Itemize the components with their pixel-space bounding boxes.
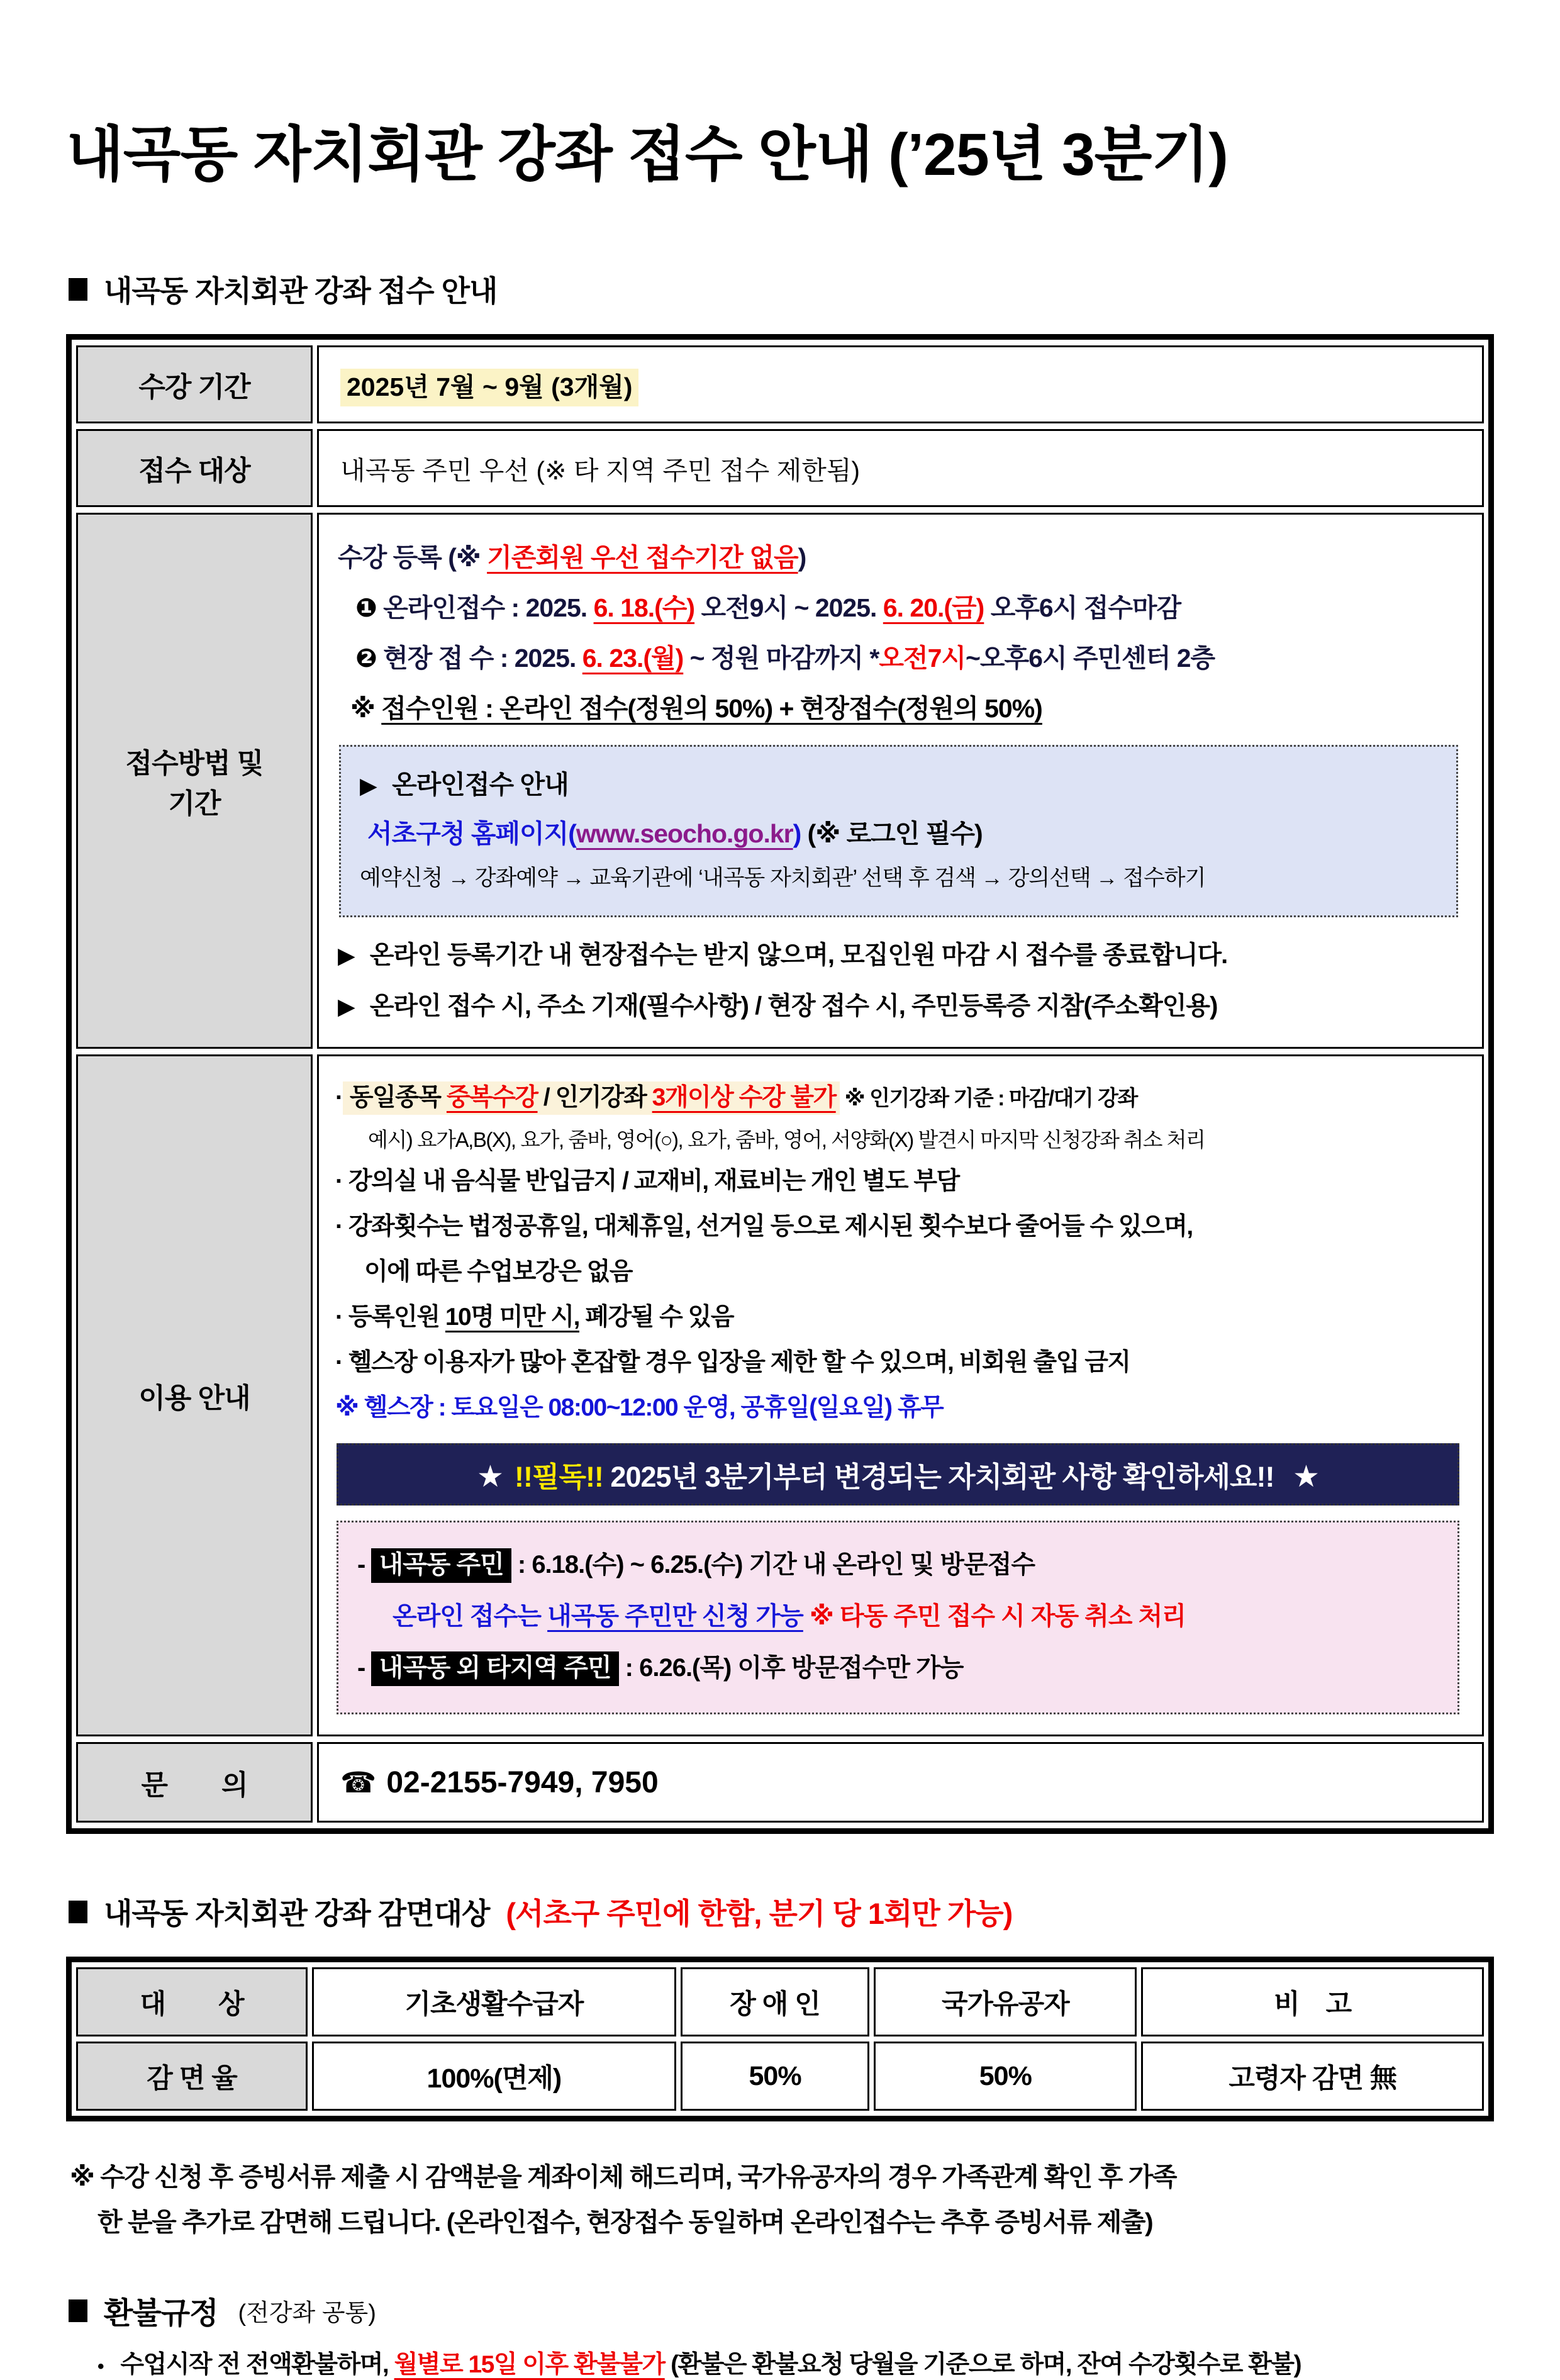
- contact-label: 문 의: [76, 1742, 313, 1823]
- onsite-registration-line: [338, 633, 1463, 683]
- capacity-line: [338, 683, 1463, 734]
- homepage-pre: 서초구청 홈페이지(: [367, 819, 576, 848]
- example-line: 예시) 요가A,B(X), 요가, 줌바, 영어(○), 요가, 줌바, 영어, 서양화(X) 발견시 마지막 신청강좌 취소 처리: [368, 1128, 1205, 1151]
- target-value: 내곡동 주민 우선 (※ 타 지역 주민 접수 제한됨): [317, 429, 1484, 507]
- onsite-mid: ~ 정원 마감까지 *: [683, 644, 879, 673]
- min-post: 폐강될 수 있음: [579, 1304, 734, 1331]
- dot-bullet: •: [98, 2356, 104, 2377]
- refund-policy-line: [98, 2345, 1494, 2380]
- dash: -: [357, 1551, 372, 1578]
- phone-icon: ☎: [340, 1765, 377, 1799]
- row-usage: [76, 1054, 1484, 1736]
- footnote-line1: ※ 수강 신청 후 증빙서류 제출 시 감액분을 계좌이체 해드리며, 국가유공자의 경우 가족관계 확인 후 가족: [70, 2162, 1176, 2191]
- section-bullet-icon: [69, 2299, 87, 2322]
- method-note2: [338, 981, 1463, 1032]
- row-target: [76, 429, 1484, 507]
- duplicate-course-line: [335, 1075, 1466, 1121]
- login-note: (※ 로그인 필수): [801, 819, 983, 848]
- refund-heading-text: 환불규정: [104, 2297, 218, 2330]
- naegok-resident-tag: 내곡동 주민: [371, 1548, 511, 1583]
- usage-label: 이용 안내: [76, 1054, 313, 1736]
- section2-heading: [69, 1891, 1494, 1933]
- discount-rate-disabled: 50%: [681, 2042, 870, 2111]
- arrow-bullet-icon: ▶: [338, 993, 355, 1019]
- online-date2: 6. 20.(금): [883, 593, 984, 622]
- course-count-line1: · 강좌횟수는 법정공휴일, 대체휴일, 선거일 등으로 제시된 횟수보다 줄어들 수 있으며,: [335, 1213, 1193, 1240]
- row-course-period: [76, 345, 1484, 423]
- discount-rate-row: [76, 2042, 1484, 2111]
- dup-mid: / 인기강좌: [537, 1084, 652, 1111]
- online-guide-title-text: 온라인접수 안내: [385, 770, 569, 799]
- registration-title-line: [338, 532, 1463, 583]
- min-pre: · 등록인원: [335, 1304, 445, 1331]
- section2-heading-text: 내곡동 자치회관 강좌 감면대상: [104, 1897, 490, 1930]
- capacity-pre: ※: [350, 694, 382, 723]
- discount-target-label: 대 상: [76, 1967, 308, 2036]
- online-only-pre: 온라인 접수는: [393, 1602, 548, 1630]
- star-icon: ★: [477, 1460, 504, 1494]
- gym-rule-line: · 헬스장 이용자가 많아 혼잡할 경우 입장을 제한 할 수 있으며, 비회원 출입 금지: [335, 1349, 1130, 1376]
- onsite-time-red: 오전7시: [879, 644, 966, 673]
- naegok-resident-line: [357, 1539, 1439, 1590]
- dot-bullet: ·: [335, 1084, 343, 1111]
- online-date1: 6. 18.(수): [593, 593, 695, 622]
- method-note2-text: 온라인 접수 시, 주소 기재(필수사항) / 현장 접수 시, 주민등록증 지참(주소확인용): [363, 992, 1218, 1020]
- row-method: [76, 513, 1484, 1049]
- reg-title-red: 기존회원 우선 접수기간 없음: [487, 543, 798, 572]
- resident-notice-box: [337, 1521, 1459, 1714]
- dup-red2: 3개이상 수강 불가: [652, 1084, 836, 1111]
- discount-header-row: [76, 1967, 1484, 2036]
- number-1-icon: ❶: [355, 593, 377, 622]
- refund-heading-sub: (전강좌 공통): [238, 2300, 376, 2327]
- section1-heading-text: 내곡동 자치회관 강좌 접수 안내: [104, 274, 498, 308]
- discount-rate-note: 고령자 감면 無: [1141, 2042, 1484, 2111]
- reg-title-pre: 수강 등록 (※: [338, 543, 488, 572]
- food-rule-line: · 강의실 내 음식물 반입금지 / 교재비, 재료비는 개인 별도 부담: [335, 1168, 959, 1195]
- method-label: [76, 513, 313, 1049]
- capacity-text: 접수인원 : 온라인 접수(정원의 50%) + 현장접수(정원의 50%): [381, 694, 1042, 723]
- discount-col-note: 비 고: [1141, 1967, 1484, 2036]
- online-mid: 오전9시 ~ 2025.: [694, 593, 883, 622]
- online-post: 오후6시 접수마감: [984, 593, 1181, 622]
- banner-text: 2025년 3분기부터 변경되는 자치회관 사항 확인하세요!!: [603, 1461, 1281, 1493]
- discount-table: [66, 1957, 1494, 2121]
- min-enrollment-line: [335, 1295, 1466, 1340]
- gym-hours-line: ※ 헬스장 : 토요일은 08:00~12:00 운영, 공휴일(일요일) 휴무: [335, 1394, 944, 1421]
- page-title: 내곡동 자치회관 강좌 접수 안내 (’25년 3분기): [66, 121, 1228, 188]
- arrow-bullet-icon: ▶: [360, 773, 377, 798]
- reg-title-post: ): [798, 543, 806, 572]
- discount-col-veteran: 국가유공자: [874, 1967, 1137, 2036]
- contact-value-cell: [317, 1742, 1484, 1823]
- method-content: [317, 513, 1484, 1049]
- refund-post: (환불은 환불요청 당월을 기준으로 하며, 잔여 수강횟수로 환불): [664, 2351, 1301, 2378]
- online-only-underline: 내곡동 주민만 신청 가능: [547, 1602, 803, 1630]
- onsite-date: 6. 23.(월): [582, 644, 684, 673]
- dup-note: ※ 인기강좌 기준 : 마감/대기 강좌: [839, 1087, 1137, 1110]
- row-contact: [76, 1742, 1484, 1823]
- section-bullet-icon: [69, 1901, 87, 1923]
- other-region-line: [357, 1642, 1439, 1694]
- dash: -: [357, 1654, 372, 1682]
- method-note1-text: 온라인 등록기간 내 현장접수는 받지 않으며, 모집인원 마감 시 접수를 종료합니다.: [363, 941, 1228, 969]
- course-period-value: 2025년 7월 ~ 9월 (3개월): [340, 369, 638, 406]
- section2-heading-red: (서초구 주민에 한함, 분기 당 1회만 가능): [506, 1897, 1013, 1930]
- discount-footnote: [70, 2154, 1494, 2245]
- course-period-label: 수강 기간: [76, 345, 313, 423]
- online-only-red: ※ 타동 주민 접수 시 자동 취소 처리: [803, 1602, 1186, 1630]
- procedure-line: 예약신청 → 강좌예약 → 교육기관에 ‘내곡동 자치회관’ 선택 후 검색 → 강의선택 → 접수하기: [360, 866, 1206, 890]
- online-only-line: [357, 1590, 1439, 1642]
- section1-heading: [69, 268, 1494, 310]
- min-underline: 10명 미만 시,: [445, 1304, 579, 1331]
- refund-pre: 수업시작 전 전액환불하며,: [114, 2351, 394, 2378]
- discount-col-basic: 기초생활수급자: [312, 1967, 676, 2036]
- onsite-post: ~오후6시 주민센터 2층: [965, 644, 1215, 673]
- star-icon: ★: [1292, 1460, 1319, 1494]
- notice-banner: [337, 1443, 1459, 1506]
- course-period-value-cell: [317, 345, 1484, 423]
- homepage-url-link[interactable]: www.seocho.go.kr: [576, 819, 793, 848]
- method-note1: [338, 930, 1463, 981]
- onsite-pre: 현장 접 수 : 2025.: [376, 644, 582, 673]
- method-label-line2: 기간: [168, 788, 221, 819]
- course-count-line2: 이에 따른 수업보강은 없음: [364, 1258, 632, 1285]
- banner-attention: !!필독!!: [515, 1461, 603, 1493]
- section3-heading: [69, 2289, 1494, 2332]
- other-region-tag: 내곡동 외 타지역 주민: [371, 1651, 618, 1686]
- dup-pre: 동일종목: [343, 1084, 447, 1111]
- naegok-resident-text: : 6.18.(수) ~ 6.25.(수) 기간 내 온라인 및 방문접수: [511, 1551, 1035, 1578]
- online-guide-box: [339, 745, 1458, 917]
- number-2-icon: ❷: [355, 644, 377, 673]
- other-region-text: : 6.26.(목) 이후 방문접수만 가능: [618, 1654, 964, 1682]
- discount-rate-label: 감 면 율: [76, 2042, 308, 2111]
- registration-info-table: [66, 334, 1494, 1834]
- arrow-bullet-icon: ▶: [338, 942, 355, 968]
- section-bullet-icon: [69, 278, 87, 301]
- discount-col-disabled: 장 애 인: [681, 1967, 870, 2036]
- online-registration-line: [338, 583, 1463, 633]
- usage-content: [317, 1054, 1484, 1736]
- online-pre: 온라인접수 : 2025.: [376, 593, 594, 622]
- online-guide-title: [360, 761, 1437, 810]
- target-label: 접수 대상: [76, 429, 313, 507]
- discount-rate-basic: 100%(면제): [312, 2042, 676, 2111]
- duplicate-highlight: [343, 1081, 840, 1115]
- refund-red: 월별로 15일 이후 환불불가: [394, 2351, 665, 2378]
- contact-phone-number: 02-2155-7949, 7950: [386, 1765, 659, 1799]
- footnote-line2: 한 분을 추가로 감면해 드립니다. (온라인접수, 현장접수 동일하며 온라인접수는 추후 증빙서류 제출): [98, 2208, 1153, 2237]
- discount-rate-veteran: 50%: [874, 2042, 1137, 2111]
- dup-red1: 중복수강: [446, 1084, 538, 1111]
- homepage-post: ): [793, 819, 801, 848]
- method-label-line1: 접수방법 및: [125, 748, 264, 779]
- homepage-line: [360, 810, 1437, 858]
